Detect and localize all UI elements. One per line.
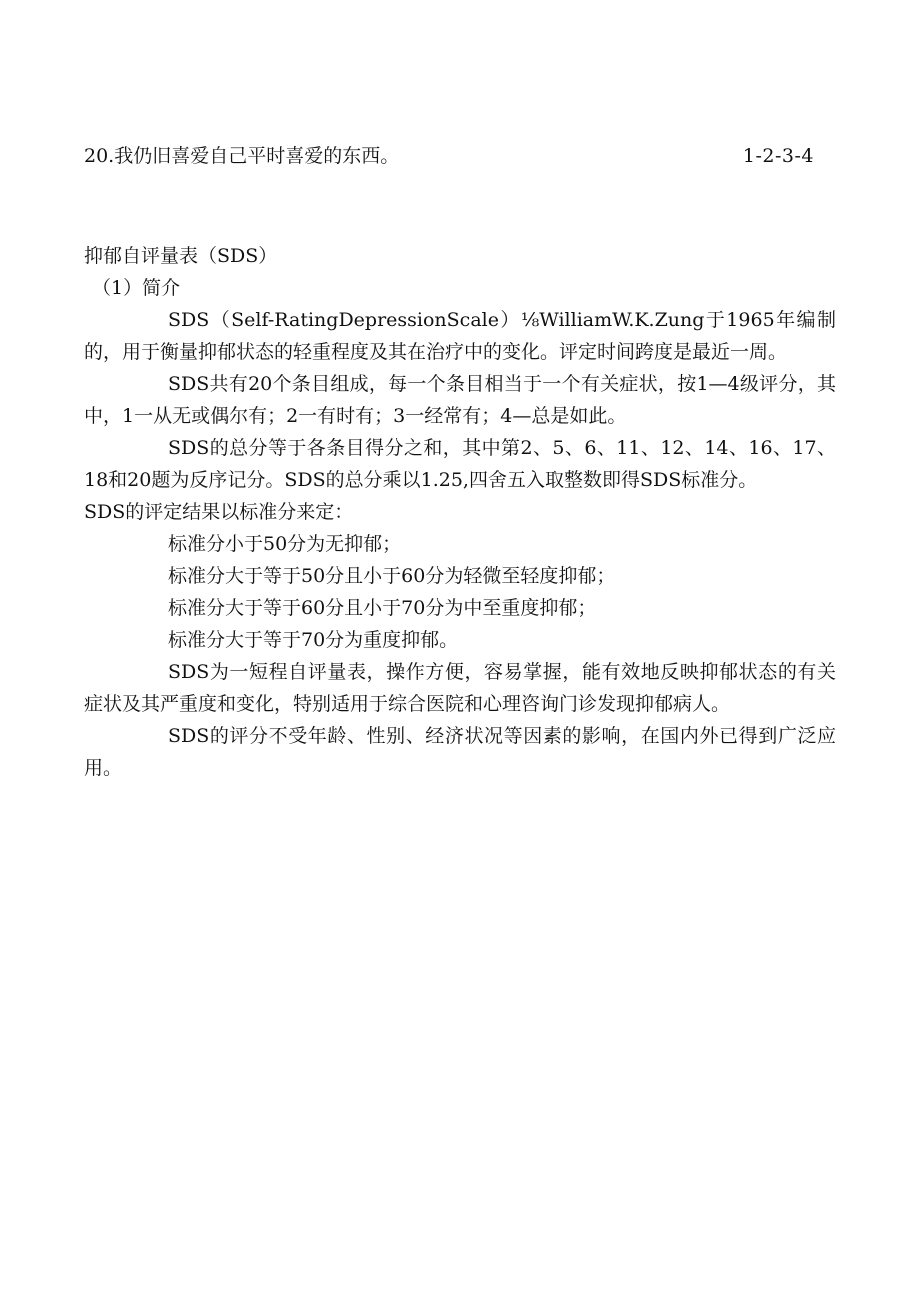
criteria-item: 标准分大于等于50分且小于60分为轻微至轻度抑郁； [168,565,616,587]
questionnaire-item-20 [84,140,814,172]
closing-paragraph-1: SDS为一短程自评量表，操作方便，容易掌握，能有效地反映抑郁状态的有关症状及其严重度和变化，特别适用于综合医院和心理咨询门诊发现抑郁病人。 [84,661,836,715]
intro-paragraph-1: SDS（Self-RatingDepressionScale）⅛WilliamW.K.Zung于1965年编制的，用于衡量抑郁状态的轻重程度及其在治疗中的变化。评定时间跨度是最近一周。 [84,309,836,363]
criteria-list [84,528,836,656]
criteria-item: 标准分大于等于70分为重度抑郁。 [168,629,459,651]
item-20-rating-scale: 1-2-3-4 [742,145,814,167]
sds-section [84,240,836,784]
intro-paragraph-2: SDS共有20个条目组成，每一个条目相当于一个有关症状，按1—4级评分，其中，1一从无或偶尔有；2一有时有；3一经常有；4—总是如此。 [84,373,836,427]
criteria-item: 标准分小于50分为无抑郁； [168,533,402,555]
item-20-text: 20.我仍旧喜爱自己平时喜爱的东西。 [84,145,400,167]
criteria-intro: SDS的评定结果以标准分来定： [84,501,354,523]
section-subheading: （1）简介 [92,277,181,299]
intro-paragraph-3: SDS的总分等于各条目得分之和，其中第2、5、6、11、12、14、16、17、18和20题为反序记分。SDS的总分乘以1.25,四舍五入取整数即得SDS标准分。 [84,437,836,491]
section-title: 抑郁自评量表（SDS） [84,245,278,267]
closing-paragraph-2: SDS的评分不受年龄、性别、经济状况等因素的影响，在国内外已得到广泛应用。 [84,725,836,779]
criteria-item: 标准分大于等于60分且小于70分为中至重度抑郁； [168,597,597,619]
